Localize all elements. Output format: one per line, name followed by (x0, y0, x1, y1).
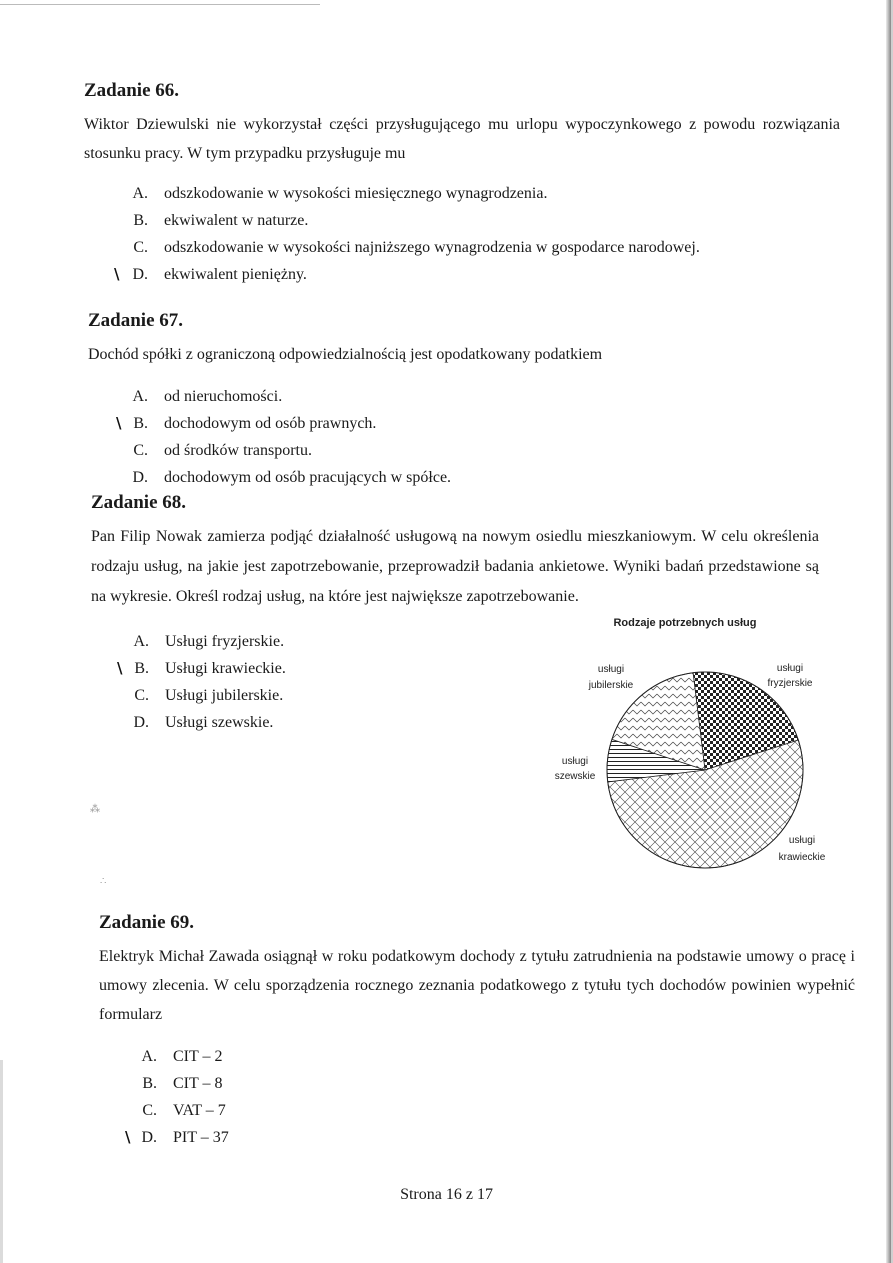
answer-options (125, 1043, 855, 1151)
answer-option-a[interactable]: A. od nieruchomości. (132, 388, 283, 405)
answer-option-d[interactable]: D. dochodowym od osób pracujących w spółce. (132, 469, 452, 486)
answer-option-d[interactable]: D. Usługi szewskie. (133, 714, 274, 731)
chart-title: Rodzaje potrzebnych usług (613, 617, 757, 629)
answer-tick-mark: \ (125, 1128, 131, 1146)
services-pie-chart (545, 612, 845, 882)
answer-option-c[interactable]: C. odszkodowanie w wysokości najniższego wynagrodzenia w gospodarce narodowej. (133, 239, 700, 256)
task-66 (84, 80, 840, 288)
task-heading: Zadanie 69. (99, 912, 195, 933)
task-69 (99, 912, 855, 1151)
pie-chart-svg (545, 612, 845, 882)
scan-speck: ∴ (100, 876, 107, 887)
answer-option-c[interactable]: C. Usługi jubilerskie. (134, 687, 284, 704)
scan-edge-left (0, 1060, 3, 1263)
pie-slice-label: usługi (597, 664, 625, 675)
answer-option-c[interactable]: C. VAT – 7 (142, 1102, 226, 1119)
answer-option-b[interactable]: B. ekwiwalent w naturze. (133, 212, 309, 229)
answer-option-a[interactable]: A. odszkodowanie w wysokości miesięcznego wynagrodzenia. (132, 185, 548, 202)
scan-edge-top (0, 4, 320, 5)
pie-slice-label: szewskie (554, 771, 596, 782)
task-67 (88, 310, 788, 491)
scan-speck: ⁂ (90, 804, 100, 815)
task-heading: Zadanie 66. (84, 80, 180, 101)
task-question: Wiktor Dziewulski nie wykorzystał części przysługującego mu urlopu wypoczynkowego z powodu rozwiązania stosunku pracy. W tym przypadku przysługuje mu (84, 116, 840, 162)
answer-options (116, 383, 788, 491)
answer-option-c[interactable]: C. od środków transportu. (133, 442, 312, 459)
task-question: Dochód spółki z ograniczoną odpowiedzialnością jest opodatkowany podatkiem (88, 346, 603, 363)
pie-slice-label: usługi (561, 756, 589, 767)
answer-option-b[interactable]: B. CIT – 8 (142, 1075, 223, 1092)
pie-slice-label: usługi (788, 835, 816, 846)
answer-tick-mark: \ (116, 414, 122, 432)
answer-option-b[interactable]: \ B. Usługi krawieckie. (123, 655, 819, 682)
page-number: Strona 16 z 17 (400, 1186, 493, 1203)
pie-slice-label: usługi (776, 663, 804, 674)
answer-option-d[interactable]: \ D. PIT – 37 (131, 1124, 855, 1151)
answer-option-b[interactable]: \ B. dochodowym od osób prawnych. (122, 410, 788, 437)
pie-slice-label: fryzjerskie (767, 678, 813, 689)
task-heading: Zadanie 68. (91, 492, 187, 513)
answer-options (114, 180, 840, 288)
answer-tick-mark: \ (114, 265, 120, 283)
task-question: Elektryk Michał Zawada osiągnął w roku podatkowym dochody z tytułu zatrudnienia na podstawie umowy o pracę i umowy zlecenia. W celu sporządzenia rocznego zeznania podatkowego z tytułu tych dochodów powinien wypełnić formularz (99, 948, 855, 1023)
pie-slice-label: krawieckie (778, 852, 826, 863)
answer-option-a[interactable]: A. CIT – 2 (141, 1048, 223, 1065)
task-question: Pan Filip Nowak zamierza podjąć działalność usługową na nowym osiedlu mieszkaniowym. W celu określenia rodzaju usług, na jakie jest zapotrzebowanie, przeprowadził badania ankietowe. Wyniki badań przedstawione są na wykresie. Określ rodzaj usług, na które jest największe zapotrzebowanie. (91, 528, 819, 605)
answer-option-a[interactable]: A. Usługi fryzjerskie. (133, 633, 285, 650)
answer-option-d[interactable]: \ D. ekwiwalent pieniężny. (122, 261, 840, 288)
answer-tick-mark: \ (117, 659, 123, 677)
pie-slice-label: jubilerskie (588, 680, 634, 691)
task-heading: Zadanie 67. (88, 310, 184, 331)
